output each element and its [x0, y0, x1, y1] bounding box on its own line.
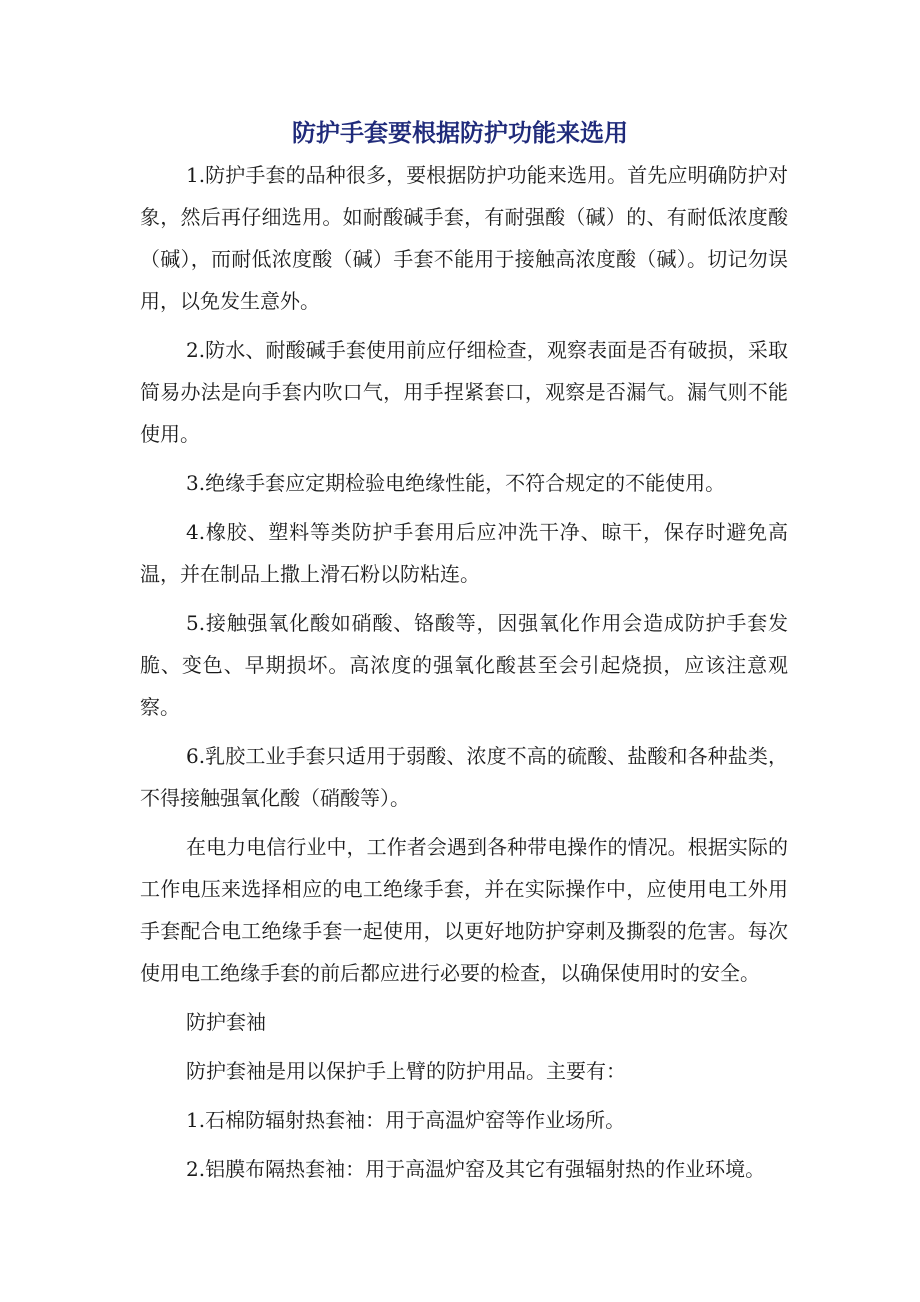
section-intro: 防护套袖是用以保护手上臂的防护用品。主要有： [186, 1059, 626, 1083]
document-title: 防护手套要根据防护功能来选用 [292, 118, 628, 147]
paragraph-electrical: 在电力电信行业中，工作者会遇到各种带电操作的情况。根据实际的工作电压来选择相应的电工绝缘手套，并在实际操作中，应使用电工外用手套配合电工绝缘手套一起使用，以更好地防护穿刺及撕裂的危害。每次使用电工绝缘手套的前后都应进行必要的检查，以确保使用时的安全。 [140, 835, 788, 985]
section-item-2: 2.铝膜布隔热套袖：用于高温炉窑及其它有强辐射热的作业环境。 [186, 1157, 766, 1181]
paragraph-1: 1.防护手套的品种很多，要根据防护功能来选用。首先应明确防护对象，然后再仔细选用。如耐酸碱手套，有耐强酸（碱）的、有耐低浓度酸（碱），而耐低浓度酸（碱）手套不能用于接触高浓度酸（碱）。切记勿误用，以免发生意外。 [140, 163, 788, 313]
paragraph-6: 6.乳胶工业手套只适用于弱酸、浓度不高的硫酸、盐酸和各种盐类，不得接触强氧化酸（硝酸等）。 [140, 744, 788, 810]
paragraph-3: 3.绝缘手套应定期检验电绝缘性能，不符合规定的不能使用。 [186, 471, 726, 495]
paragraph-5: 5.接触强氧化酸如硝酸、铬酸等，因强氧化作用会造成防护手套发脆、变色、早期损坏。高浓度的强氧化酸甚至会引起烧损，应该注意观察。 [140, 611, 788, 719]
section-heading-sleeves: 防护套袖 [186, 1010, 266, 1034]
document-body [140, 154, 788, 1197]
paragraph-2: 2.防水、耐酸碱手套使用前应仔细检查，观察表面是否有破损，采取简易办法是向手套内吹口气，用手捏紧套口，观察是否漏气。漏气则不能使用。 [140, 338, 788, 446]
paragraph-4: 4.橡胶、塑料等类防护手套用后应冲洗干净、晾干，保存时避免高温，并在制品上撒上滑石粉以防粘连。 [140, 520, 788, 586]
section-item-1: 1.石棉防辐射热套袖：用于高温炉窑等作业场所。 [186, 1108, 626, 1132]
